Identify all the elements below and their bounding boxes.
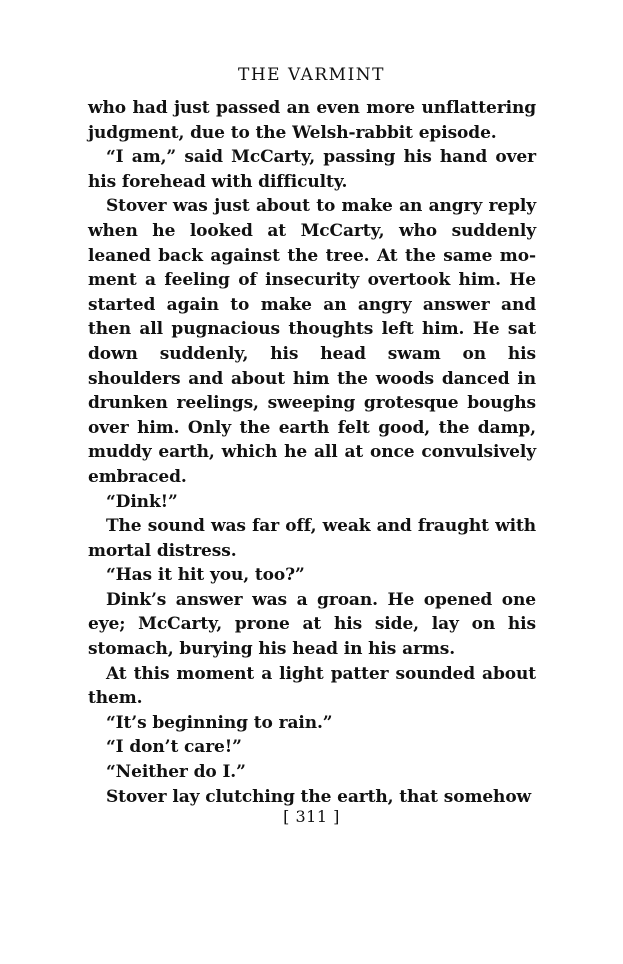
paragraph-continued: who had just passed an even more unflattering judgment, due to the Welsh-rabbit episode. <box>88 98 536 143</box>
paragraph: The sound was far off, weak and fraught with mortal distress. <box>88 516 536 561</box>
paragraph: “Has it hit you, too?” <box>106 565 305 586</box>
paragraph: “I don’t care!” <box>106 737 242 758</box>
page-number: [ 311 ] <box>283 807 340 826</box>
paragraph: “Neither do I.” <box>106 762 246 783</box>
running-head: THE VARMINT <box>237 65 385 85</box>
body-text <box>88 96 536 809</box>
paragraph: “Dink!” <box>106 491 178 512</box>
paragraph: “It’s beginning to rain.” <box>106 712 333 733</box>
paragraph: Dink’s answer was a groan. He opened one eye; McCarty, prone at his side, lay on his stomach, burying his head in his arms. <box>88 589 536 660</box>
paragraph: “I am,” said McCarty, passing his hand over his forehead with difficulty. <box>88 147 536 192</box>
paragraph-final: Stover lay clutching the earth, that somehow <box>106 786 532 807</box>
paragraph: At this moment a light patter sounded about them. <box>88 663 536 709</box>
paragraph: Stover was just about to make an angry reply when he looked at McCarty, who suddenly leaned back against the tree. At the same moment a feeling of insecurity overtook him. He started again to make an angry answer and then all pugnacious thoughts left him. He sat down suddenly, his head swam on his shoulders and about him the woods danced in drunken reelings, sweeping grotesque boughs over him. Only the earth felt good, the damp, muddy earth, which he all at once convulsively embraced. <box>88 196 536 487</box>
